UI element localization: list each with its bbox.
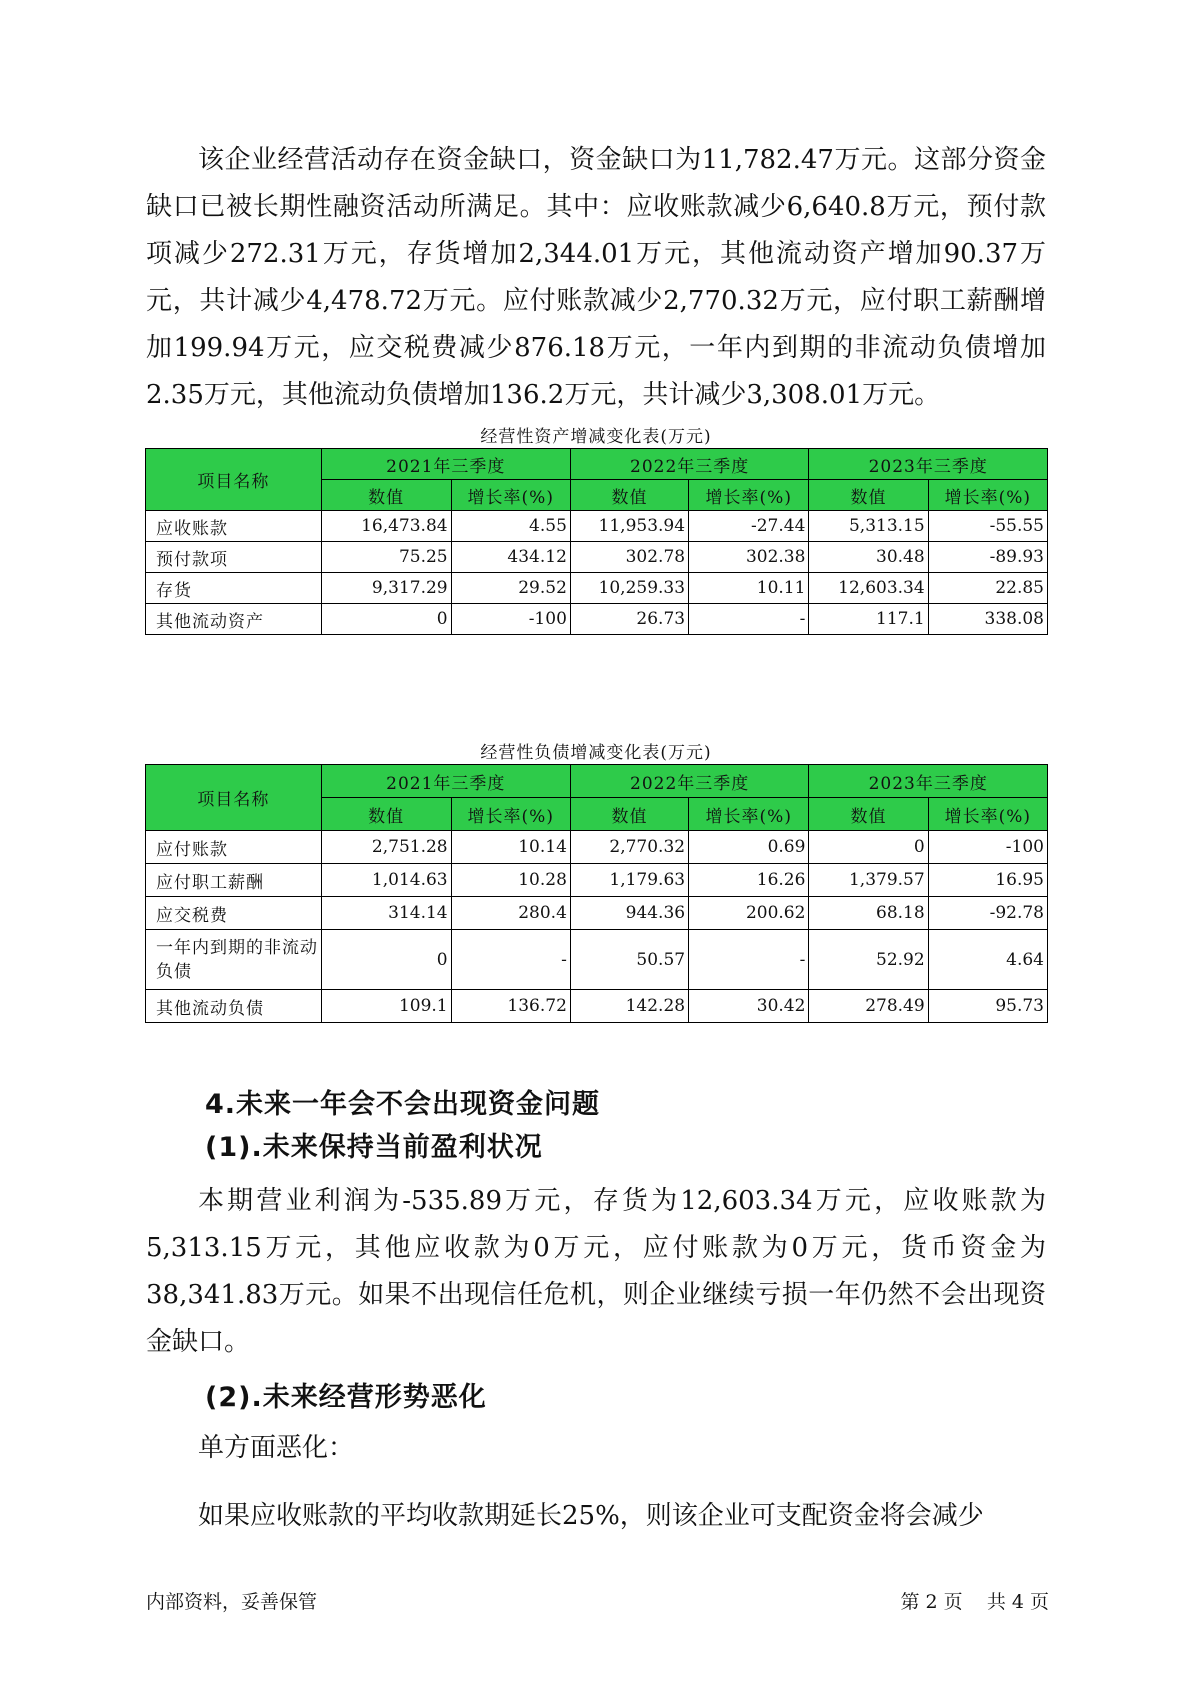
sub2-line1: 单方面恶化：: [198, 1433, 355, 1463]
liability-value-label: 数值: [809, 798, 928, 831]
asset-table-caption: 经营性资产增减变化表(万元): [480, 427, 712, 447]
cell: 95.73: [928, 990, 1047, 1023]
cell: 75.25: [321, 542, 451, 573]
cell: 22.85: [928, 573, 1047, 604]
row-name: 预付款项: [146, 542, 322, 573]
cell: -27.44: [689, 511, 809, 542]
cell: 26.73: [570, 604, 688, 635]
cell: 136.72: [451, 990, 570, 1023]
row-name: 其他流动负债: [146, 990, 322, 1023]
table-row: [146, 511, 1048, 542]
liability-table-caption: 经营性负债增减变化表(万元): [480, 743, 712, 763]
cell: 52.92: [809, 930, 928, 990]
liability-growth-label: 增长率(%): [689, 798, 809, 831]
cell: 314.14: [321, 897, 451, 930]
asset-table: [145, 448, 1048, 635]
row-name: 应收账款: [146, 511, 322, 542]
cell: 944.36: [570, 897, 688, 930]
cell: 2,770.32: [570, 831, 688, 864]
cell: -92.78: [928, 897, 1047, 930]
cell: -100: [451, 604, 570, 635]
row-name: 其他流动资产: [146, 604, 322, 635]
cell: 50.57: [570, 930, 688, 990]
asset-value-label: 数值: [809, 480, 928, 511]
cell: 200.62: [689, 897, 809, 930]
cell: 278.49: [809, 990, 928, 1023]
row-name: 应交税费: [146, 897, 322, 930]
asset-growth-label: 增长率(%): [451, 480, 570, 511]
asset-period-2021: 2021年三季度: [321, 449, 570, 480]
intro-paragraph: 该企业经营活动存在资金缺口，资金缺口为11,782.47万元。这部分资金缺口已被长期性融资活动所满足。其中：应收账款减少6,640.8万元，预付款项减少272.31万元，存货增加2,344.01万元，其他流动资产增加90.37万元，共计减少4,478.72万元。应付账款减少2,770.32万元，应付职工薪酬增加199.94万元，应交税费减少876.18万元，一年内到期的非流动负债增加2.35万元，其他流动负债增加136.2万元，共计减少3,308.01万元。: [146, 145, 1046, 410]
cell: -89.93: [928, 542, 1047, 573]
cell: 16.95: [928, 864, 1047, 897]
liability-period-2023: 2023年三季度: [809, 765, 1048, 798]
footer-page-number: 第 2 页 共 4 页: [900, 1591, 1049, 1613]
cell: 1,379.57: [809, 864, 928, 897]
cell: 4.64: [928, 930, 1047, 990]
cell: 280.4: [451, 897, 570, 930]
cell: 30.48: [809, 542, 928, 573]
row-name: 应付职工薪酬: [146, 864, 322, 897]
table-row: [146, 990, 1048, 1023]
asset-value-label: 数值: [570, 480, 688, 511]
cell: 68.18: [809, 897, 928, 930]
asset-period-2022: 2022年三季度: [570, 449, 809, 480]
cell: 434.12: [451, 542, 570, 573]
cell: -: [451, 930, 570, 990]
row-name: 一年内到期的非流动负债: [146, 930, 322, 990]
cell: 109.1: [321, 990, 451, 1023]
sub2-line2: 如果应收账款的平均收款期延长25%，则该企业可支配资金将会减少: [198, 1501, 984, 1531]
cell: 0: [321, 930, 451, 990]
cell: 302.38: [689, 542, 809, 573]
cell: 338.08: [928, 604, 1047, 635]
table-row: [146, 573, 1048, 604]
liability-growth-label: 增长率(%): [928, 798, 1047, 831]
sub1-heading: (1).未来保持当前盈利状况: [205, 1132, 543, 1163]
cell: 10.28: [451, 864, 570, 897]
section4-heading: 4.未来一年会不会出现资金问题: [205, 1089, 601, 1120]
cell: 11,953.94: [570, 511, 688, 542]
asset-value-label: 数值: [321, 480, 451, 511]
cell: 29.52: [451, 573, 570, 604]
footer-left: 内部资料，妥善保管: [146, 1591, 318, 1613]
liability-period-2022: 2022年三季度: [570, 765, 809, 798]
asset-growth-label: 增长率(%): [928, 480, 1047, 511]
cell: 1,014.63: [321, 864, 451, 897]
cell: 4.55: [451, 511, 570, 542]
liability-col-header: 项目名称: [146, 765, 322, 831]
table-row: [146, 897, 1048, 930]
cell: 117.1: [809, 604, 928, 635]
cell: 10.11: [689, 573, 809, 604]
cell: -100: [928, 831, 1047, 864]
table-row: [146, 930, 1048, 990]
asset-col-header: 项目名称: [146, 449, 322, 511]
cell: 9,317.29: [321, 573, 451, 604]
cell: 0.69: [689, 831, 809, 864]
liability-value-label: 数值: [321, 798, 451, 831]
cell: 10.14: [451, 831, 570, 864]
table-row: [146, 831, 1048, 864]
cell: 10,259.33: [570, 573, 688, 604]
row-name: 应付账款: [146, 831, 322, 864]
cell: 2,751.28: [321, 831, 451, 864]
row-name: 存货: [146, 573, 322, 604]
cell: 16.26: [689, 864, 809, 897]
cell: 30.42: [689, 990, 809, 1023]
liability-growth-label: 增长率(%): [451, 798, 570, 831]
sub1-paragraph: 本期营业利润为-535.89万元，存货为12,603.34万元，应收账款为5,313.15万元，其他应收款为0万元，应付账款为0万元，货币资金为38,341.83万元。如果不出现信任危机，则企业继续亏损一年仍然不会出现资金缺口。: [146, 1186, 1046, 1357]
cell: 0: [321, 604, 451, 635]
liability-value-label: 数值: [570, 798, 688, 831]
cell: -: [689, 930, 809, 990]
asset-growth-label: 增长率(%): [689, 480, 809, 511]
cell: -: [689, 604, 809, 635]
asset-period-2023: 2023年三季度: [809, 449, 1048, 480]
table-row: [146, 864, 1048, 897]
cell: 142.28: [570, 990, 688, 1023]
cell: 1,179.63: [570, 864, 688, 897]
cell: 0: [809, 831, 928, 864]
table-row: [146, 542, 1048, 573]
sub2-heading: (2).未来经营形势恶化: [205, 1382, 487, 1413]
cell: 12,603.34: [809, 573, 928, 604]
table-row: [146, 604, 1048, 635]
cell: -55.55: [928, 511, 1047, 542]
liability-period-2021: 2021年三季度: [321, 765, 570, 798]
cell: 302.78: [570, 542, 688, 573]
cell: 16,473.84: [321, 511, 451, 542]
liability-table: [145, 764, 1048, 1023]
cell: 5,313.15: [809, 511, 928, 542]
